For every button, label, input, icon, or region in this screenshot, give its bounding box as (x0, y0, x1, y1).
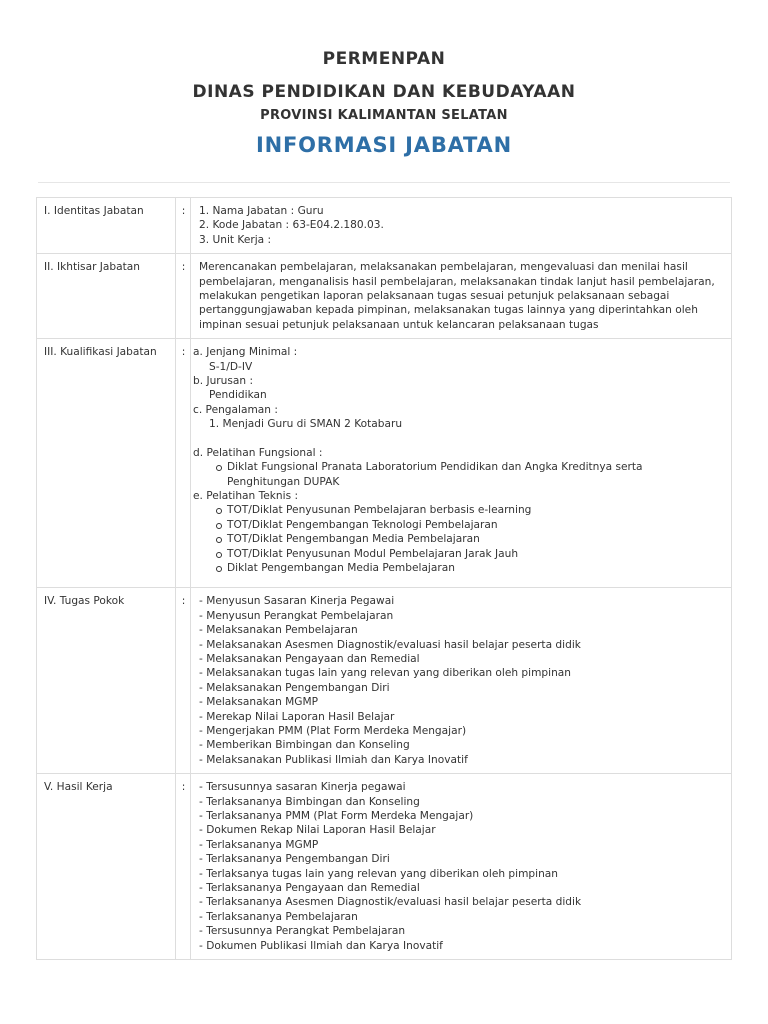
table-row-hasil (37, 774, 732, 960)
list-item: - Merekap Nilai Laporan Hasil Belajar (199, 710, 395, 723)
row-separator: : (176, 588, 191, 774)
list-item: - Terlaksananya Bimbingan dan Konseling (199, 795, 420, 808)
kualifikasi-d: d. Pelatihan Fungsional : (193, 446, 323, 459)
list-item: - Melaksanakan Pengayaan dan Remedial (199, 652, 420, 665)
table-row-ikhtisar (37, 254, 732, 339)
list-item: - Menyusun Sasaran Kinerja Pegawai (199, 595, 395, 608)
spacer (193, 432, 725, 446)
kualifikasi-b-value: Pendidikan (209, 389, 267, 402)
list-item: - Terlaksananya Asesmen Diagnostik/evaluasi hasil belajar peserta didik (199, 896, 582, 909)
row-value (191, 588, 732, 774)
list-item: TOT/Diklat Pengembangan Teknologi Pembelajaran (193, 518, 725, 532)
kualifikasi-c: c. Pengalaman : (193, 403, 278, 416)
kualifikasi-a: a. Jenjang Minimal : (193, 346, 298, 359)
list-item: - Terlaksananya Pembelajaran (199, 910, 358, 923)
list-item: Diklat Pengembangan Media Pembelajaran (193, 561, 725, 575)
header-line-permenpan: PERMENPAN (322, 49, 446, 69)
ikhtisar-line: pembelajaran, menganalisis hasil pembelajaran, melaksanakan tindak lanjut hasil pembelajaran, (199, 275, 715, 288)
ikhtisar-line: impinan sesuai petunjuk pelaksanaan untuk kelancaran pelaksanaan tugas (199, 318, 599, 331)
list-item: - Tersusunnya sasaran Kinerja pegawai (199, 781, 406, 794)
row-separator: : (176, 198, 191, 254)
list-item: - Terlaksananya Pengembangan Diri (199, 853, 390, 866)
kualifikasi-b: b. Jurusan : (193, 375, 254, 388)
spacer (193, 575, 725, 581)
document-title: INFORMASI JABATAN (256, 133, 512, 157)
row-label: V. Hasil Kerja (37, 774, 176, 960)
row-label: IV. Tugas Pokok (37, 588, 176, 774)
row-value (191, 198, 732, 254)
list-item: - Melaksanakan Publikasi Ilmiah dan Karya Inovatif (199, 753, 468, 766)
list-item: - Menyusun Perangkat Pembelajaran (199, 609, 394, 622)
list-item: - Melaksanakan Asesmen Diagnostik/evaluasi hasil belajar peserta didik (199, 638, 581, 651)
table-row-identitas (37, 198, 732, 254)
identitas-line: 1. Nama Jabatan : Guru (199, 205, 324, 217)
list-item: - Mengerjakan PMM (Plat Form Merdeka Mengajar) (199, 725, 467, 737)
row-separator: : (176, 774, 191, 960)
header-divider (38, 182, 730, 183)
list-item: - Memberikan Bimbingan dan Konseling (199, 739, 410, 752)
list-item: - Melaksanakan tugas lain yang relevan yang diberikan oleh pimpinan (199, 667, 571, 680)
header-line-dinas: DINAS PENDIDIKAN DAN KEBUDAYAAN (192, 82, 576, 102)
row-label: III. Kualifikasi Jabatan (37, 339, 176, 588)
list-item: - Terlaksanya tugas lain yang relevan yang diberikan oleh pimpinan (199, 867, 558, 880)
ikhtisar-line: pertanggungjawaban kepada pimpinan, melaksanakan tugas lainnya yang diperintahkan oleh (199, 304, 698, 317)
list-item: - Dokumen Publikasi Ilmiah dan Karya Inovatif (199, 939, 443, 952)
list-item: Diklat Fungsional Pranata Laboratorium Pendidikan dan Angka Kreditnya serta (193, 460, 725, 474)
row-label: I. Identitas Jabatan (37, 198, 176, 254)
row-value (191, 339, 732, 588)
kualifikasi-c-value: 1. Menjadi Guru di SMAN 2 Kotabaru (209, 418, 403, 431)
kualifikasi-e: e. Pelatihan Teknis : (193, 489, 299, 502)
ikhtisar-line: melakukan pengetikan laporan pelaksanaan tugas sesuai petunjuk pelaksanaan sebagai (199, 290, 670, 303)
header-line-provinsi: PROVINSI KALIMANTAN SELATAN (260, 108, 508, 123)
list-item: - Melaksanakan Pembelajaran (199, 624, 358, 637)
job-info-table (36, 197, 732, 960)
row-separator: : (176, 339, 191, 588)
row-separator: : (176, 254, 191, 339)
list-item: TOT/Diklat Pengembangan Media Pembelajaran (193, 532, 725, 546)
kualifikasi-a-value: S-1/D-IV (209, 360, 253, 373)
ikhtisar-line: Merencanakan pembelajaran, melaksanakan pembelajaran, mengevaluasi dan menilai hasil (199, 261, 688, 274)
row-label: II. Ikhtisar Jabatan (37, 254, 176, 339)
list-item: - Tersusunnya Perangkat Pembelajaran (199, 925, 406, 938)
table-row-tugas (37, 588, 732, 774)
row-value (191, 774, 732, 960)
identitas-line: 2. Kode Jabatan : 63-E04.2.180.03. (199, 219, 384, 232)
list-item: - Terlaksananya PMM (Plat Form Merdeka Mengajar) (199, 810, 474, 823)
list-item: - Terlaksananya MGMP (199, 838, 319, 851)
list-item: - Dokumen Rekap Nilai Laporan Hasil Belajar (199, 824, 436, 837)
identitas-line: 3. Unit Kerja : (199, 233, 272, 246)
list-item: - Melaksanakan Pengembangan Diri (199, 681, 390, 694)
list-item: TOT/Diklat Penyusunan Modul Pembelajaran Jarak Jauh (193, 547, 725, 561)
table-row-kualifikasi (37, 339, 732, 588)
list-item: - Melaksanakan MGMP (199, 696, 319, 709)
row-value (191, 254, 732, 339)
list-item-continuation: Penghitungan DUPAK (227, 475, 340, 488)
list-item: TOT/Diklat Penyusunan Pembelajaran berbasis e-learning (193, 503, 725, 517)
list-item: - Terlaksananya Pengayaan dan Remedial (199, 882, 420, 895)
